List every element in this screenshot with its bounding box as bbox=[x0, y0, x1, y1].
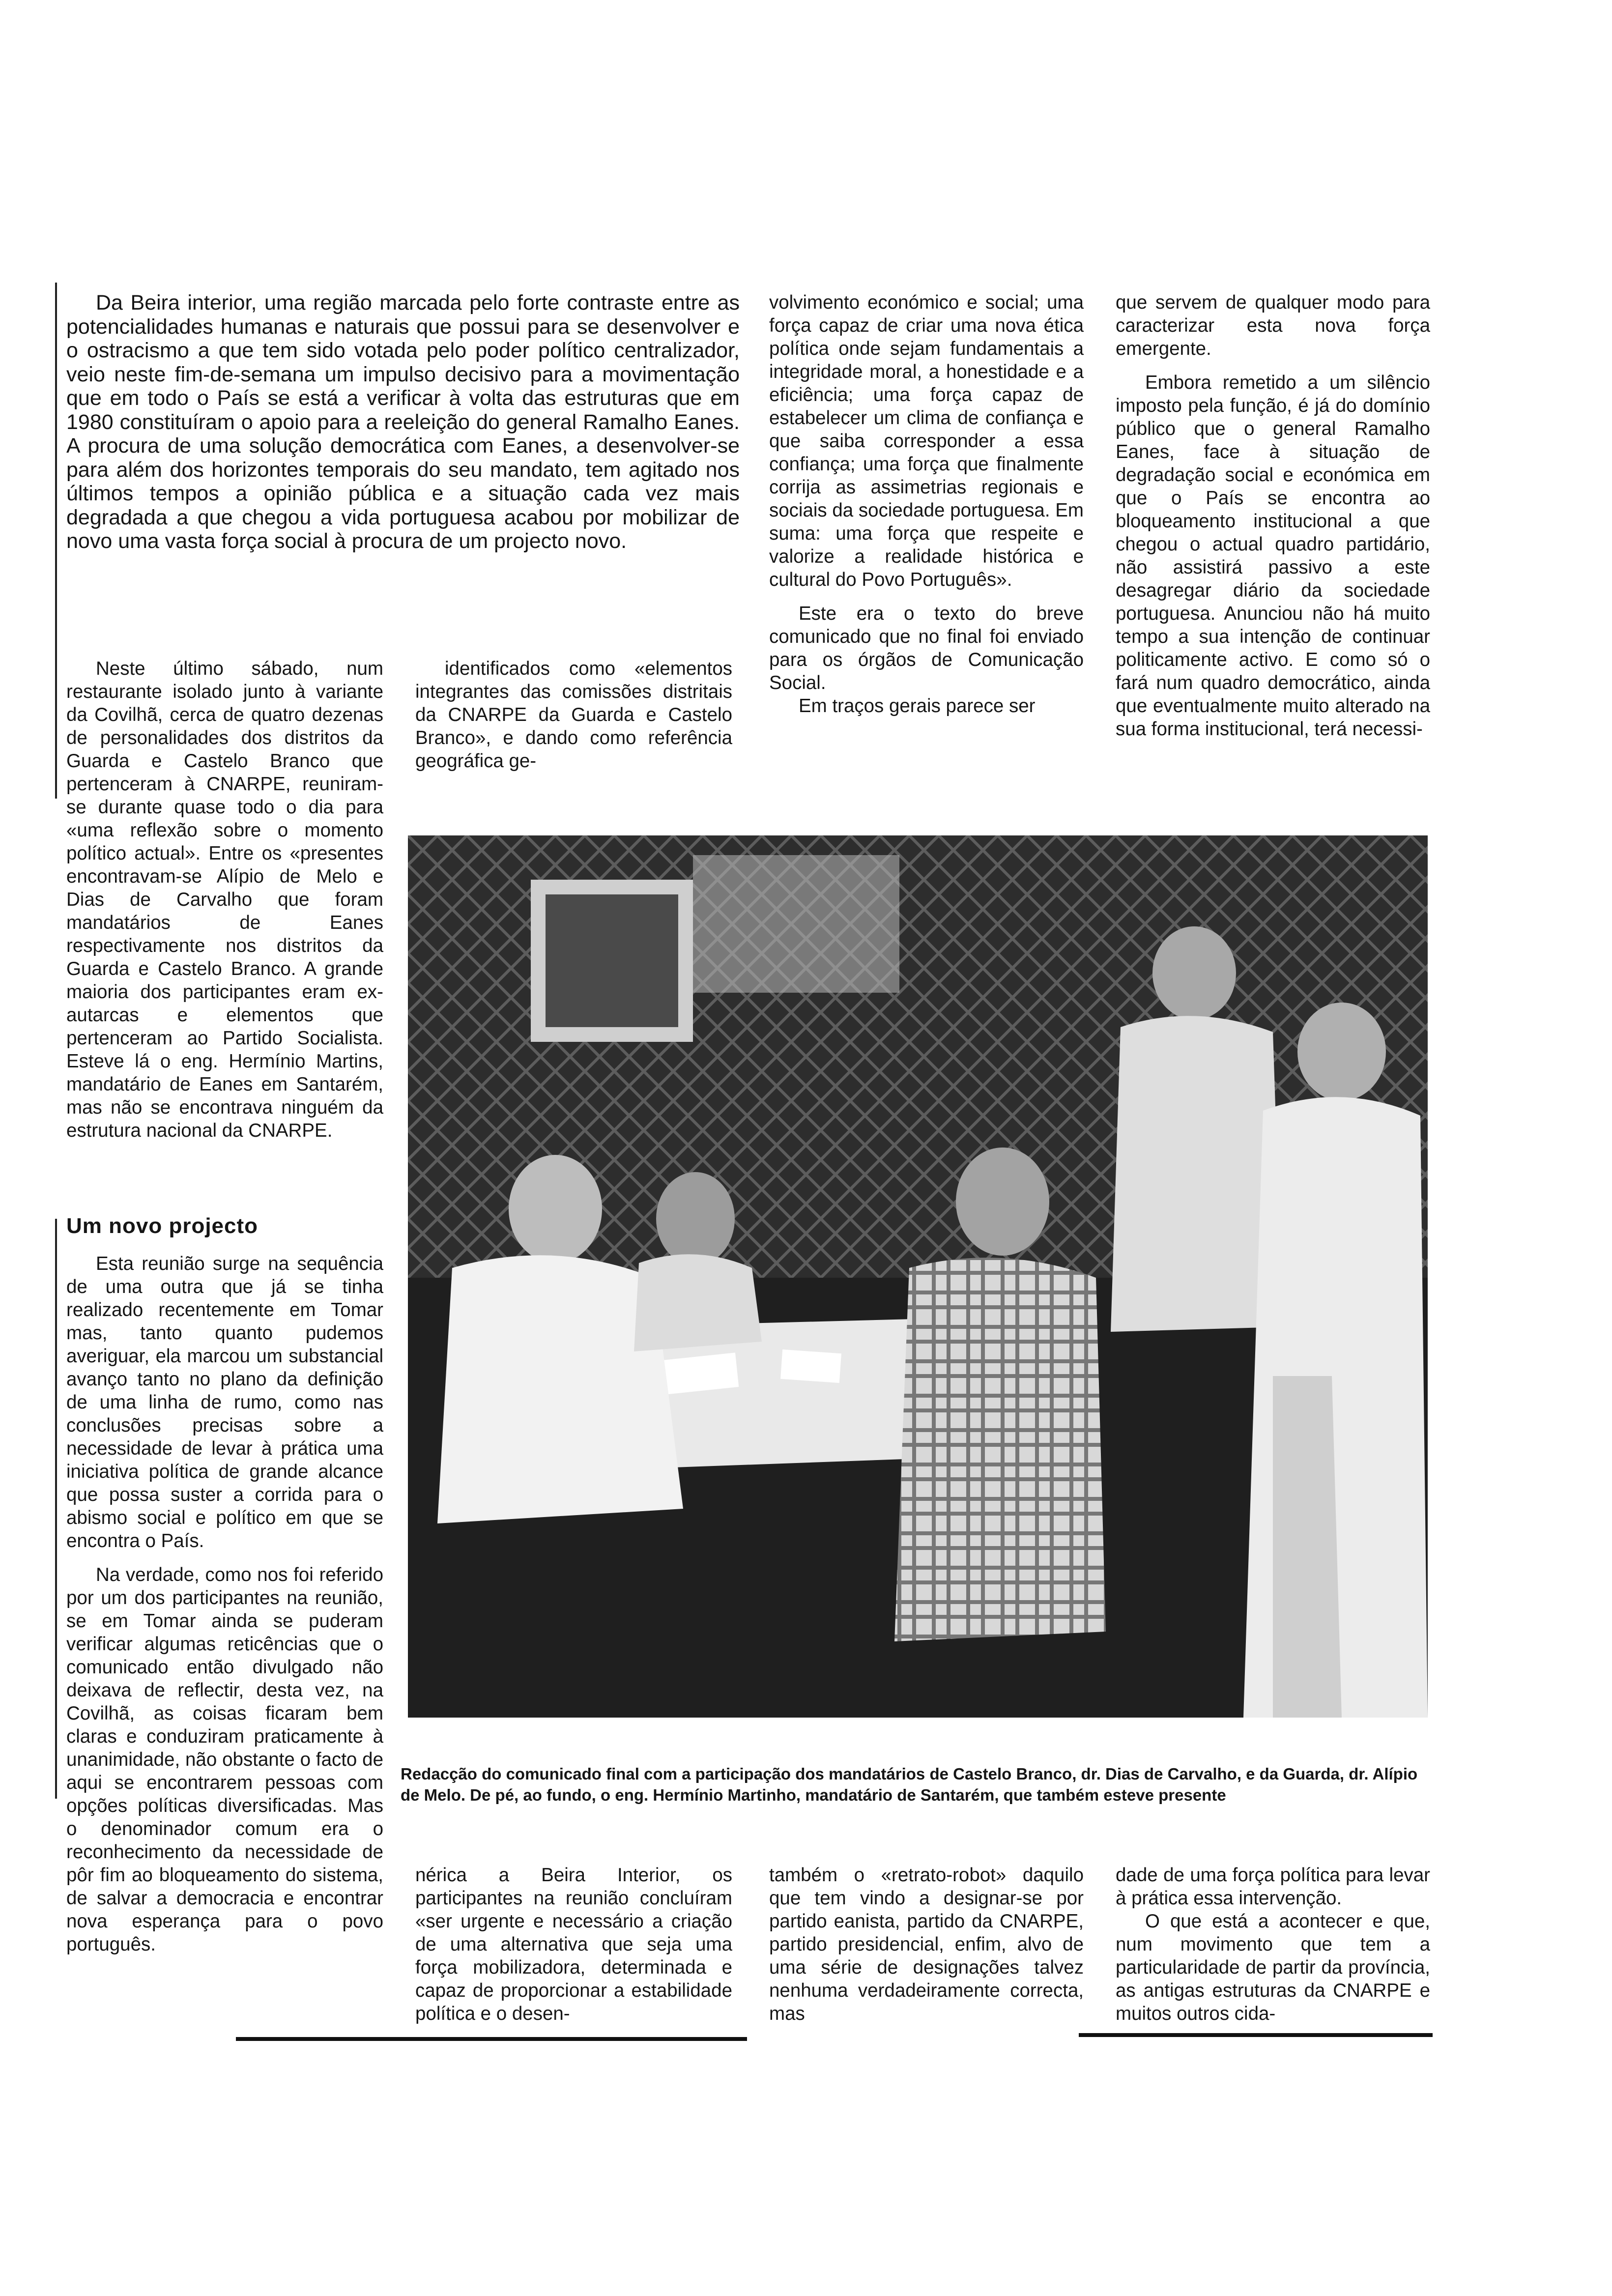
paragraph: O que está a acontecer e que, num movimento que tem a particularidade de partir da província, as antigas estruturas da CNARPE e muitos outros cida- bbox=[1116, 1911, 1430, 2024]
column-4-top bbox=[1116, 291, 1430, 741]
left-column-rule-lower bbox=[55, 1219, 57, 1799]
subheading: Um novo projecto bbox=[66, 1214, 259, 1238]
paragraph: dade de uma força política para levar à prática essa intervenção. bbox=[1116, 1865, 1430, 1909]
paragraph: Na verdade, como nos foi referido por um dos participantes na reunião, se em Tomar ainda se puderam verificar algumas reticências que o comunicado então divulgado não deixava de reflectir, desta vez, na Covilhã, as coisas ficaram bem claras e conduziram praticamente à unanimidade, não obstante o facto de aqui se encontrarem pessoas com opções políticas diversificadas. Mas o denominador comum era o reconhecimento da necessidade de pôr fim ao bloqueamento do sistema, de salvar a democracia e encontrar nova esperança para o povo português. bbox=[66, 1564, 383, 1955]
paragraph: também o «retrato-robot» daquilo que tem vindo a designar-se por partido eanista, partido da CNARPE, partido presidencial, enfim, alvo de uma série de designações talvez nenhuma verdadeiramente correcta, mas bbox=[769, 1865, 1084, 2024]
lede-paragraph: Da Beira interior, uma região marcada pelo forte contraste entre as potencialidades humanas e naturais que possui para se desenvolver e o ostracismo a que tem sido votada pelo poder político centralizador, veio neste fim-de-semana um impulso decisivo para a movimentação que em todo o País se está a verificar à volta das estruturas que em 1980 constituíram o apoio para a reeleição do general Ramalho Eanes. A procura de uma solução democrática com Eanes, a desenvolver-se para além dos horizontes temporais do seu mandato, tem agitado nos últimos tempos a opinião pública e a situação cada vez mais degradada a que chegou a vida portuguesa acabou por mobilizar de novo uma vasta força social à procura de um projecto novo. bbox=[66, 291, 740, 553]
paragraph: Em traços gerais parece ser bbox=[799, 695, 1036, 717]
article-lede bbox=[66, 291, 740, 553]
column-2-top bbox=[415, 657, 732, 773]
photo-caption: Redacção do comunicado final com a participação dos mandatários de Castelo Branco, dr. Dias de Carvalho, e da Guarda, dr. Alípio de Melo. De pé, ao fundo, o eng. Hermínio Martinho, mandatário de Santarém, que também esteve presente bbox=[401, 1765, 1418, 1804]
paragraph: volvimento económico e social; uma força capaz de criar uma nova ética política onde sejam fundamentais a integridade moral, a honestidade e a eficiência; uma força capaz de estabelecer um clima de confiança e que saiba corresponder a essa confiança; uma força que finalmente corrija as assimetrias regionais e sociais da sociedade portuguesa. Em suma: uma força que respeite e valorize a realidade histórica e cultural do Povo Português». bbox=[769, 292, 1084, 590]
paragraph: que servem de qualquer modo para caracterizar esta nova força emergente. bbox=[1116, 292, 1430, 359]
paragraph: Embora remetido a um silêncio imposto pela função, é já do domínio público que o general Ramalho Eanes, face à situação de degradação social e económica em que o País se encontra ao bloqueamento institucional a que chegou o actual quadro partidário, não assistirá passivo a este desagregar diário da sociedade portuguesa. Anunciou não há muito tempo a sua intenção de continuar politicamente activo. E como só o fará num quadro democrático, ainda que eventualmente muito alterado na sua forma institucional, terá necessi- bbox=[1116, 372, 1430, 740]
meeting-photograph bbox=[408, 835, 1428, 1718]
column-4-bottom bbox=[1116, 1864, 1430, 2025]
paragraph: Este era o texto do breve comunicado que no final foi enviado para os órgãos de Comunicação Social. bbox=[769, 603, 1084, 693]
bottom-rule-left bbox=[236, 2037, 747, 2041]
column-2-bottom bbox=[415, 1864, 732, 2025]
left-column-rule bbox=[55, 283, 57, 799]
column-3-top bbox=[769, 291, 1084, 718]
column-1-top bbox=[66, 657, 383, 1142]
paragraph: Neste último sábado, num restaurante isolado junto à variante da Covilhã, cerca de quatro dezenas de personalidades dos distritos da Guarda e Castelo Branco que pertenceram à CNARPE, reuniram-se durante quase todo o dia para «uma reflexão sobre o momento político actual». Entre os «presentes encontravam-se Alípio de Melo e Dias de Carvalho que foram mandatários de Eanes respectivamente nos distritos da Guarda e Castelo Branco. A grande maioria dos participantes eram ex-autarcas e elementos que pertenceram ao Partido Socialista. Esteve lá o eng. Hermínio Martins, mandatário de Eanes em Santarém, mas não se encontrava ninguém da estrutura nacional da CNARPE. bbox=[66, 658, 383, 1141]
paragraph: identificados como «elementos integrantes das comissões distritais da CNARPE da Guarda e Castelo Branco», e dando como referência geográfica ge- bbox=[415, 658, 732, 772]
bottom-rule-right bbox=[1079, 2033, 1433, 2037]
photo-illustration bbox=[408, 835, 1428, 1718]
column-3-bottom bbox=[769, 1864, 1084, 2025]
paragraph: nérica a Beira Interior, os participantes na reunião concluíram «ser urgente e necessário a criação de uma alternativa que seja uma força mobilizadora, determinada e capaz de proporcionar a estabilidade política e o desen- bbox=[415, 1865, 732, 2024]
paragraph: Esta reunião surge na sequência de uma outra que já se tinha realizado recentemente em Tomar mas, tanto quanto pudemos averiguar, ela marcou um substancial avanço tanto no plano da definição de uma linha de rumo, como nas conclusões precisas sobre a necessidade de levar à prática uma iniciativa política de grande alcance que possa suster a corrida para o abismo social e político em que se encontra o País. bbox=[66, 1253, 383, 1551]
column-1-bottom bbox=[66, 1252, 383, 1956]
